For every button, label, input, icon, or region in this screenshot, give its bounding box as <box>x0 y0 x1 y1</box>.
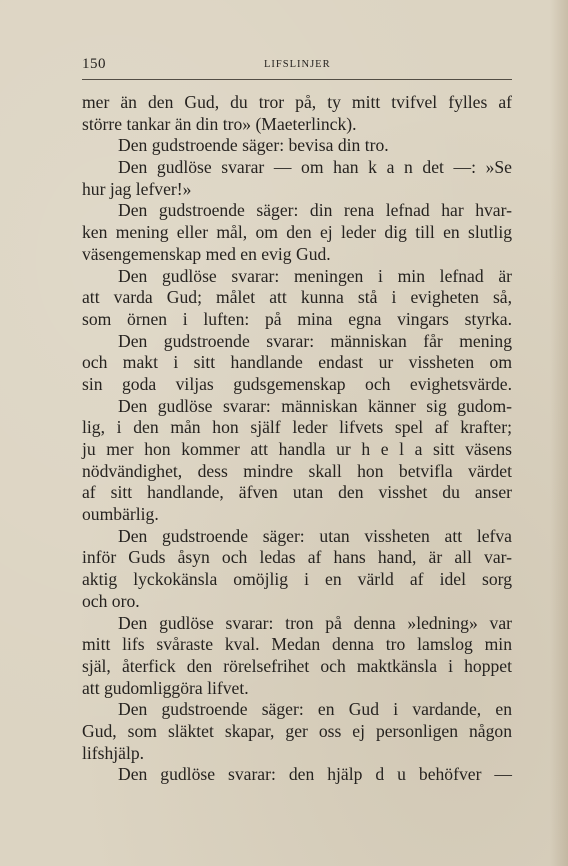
text-line: som örnen i luften: på mina egna vingars styrka. <box>82 308 512 329</box>
text-line: af sitt handlande, äfven utan den visshet du anser <box>82 482 512 503</box>
text-line: större tankar än din tro» (Maeterlinck). <box>82 113 357 134</box>
text-line: ken mening eller mål, om den ej leder dig till en slutlig <box>82 222 512 243</box>
text-line: Den gudstroende säger: bevisa din tro. <box>118 135 389 156</box>
header-rule <box>82 79 512 80</box>
running-head-title: LIFSLINJER <box>264 59 331 70</box>
text-line: att varda Gud; målet att kunna stå i evigheten så, <box>82 287 512 308</box>
text-line: Den gudstroende säger: en Gud i vardande, en <box>118 699 512 720</box>
text-line: och makt i sitt handlande endast ur vissheten om <box>82 352 512 373</box>
text-line: Den gudstroende säger: utan vissheten att lefva <box>118 525 512 546</box>
text-line: Den gudlöse svarar: meningen i min lefnad är <box>118 265 512 286</box>
text-line: lifshjälp. <box>82 742 145 763</box>
text-line: att gudomliggöra lifvet. <box>82 677 249 698</box>
running-head <box>82 56 512 78</box>
text-line: Gud, som släktet skapar, ger oss ej personligen någon <box>82 720 512 741</box>
text-line: Den gudlöse svarar: den hjälp d u behöfver — <box>118 764 512 785</box>
text-line: nödvändighet, dess mindre skall hon betvifla värdet <box>82 460 512 481</box>
text-line: mer än den Gud, du tror på, ty mitt tvifvel fylles af <box>82 92 512 112</box>
text-line: väsengemenskap med en evig Gud. <box>82 243 331 264</box>
text-line: inför Guds åsyn och ledas af hans hand, är all var- <box>82 547 512 568</box>
text-line: Den gudlöse svarar — om han k a n det —: »Se <box>118 157 512 178</box>
body-text <box>82 92 512 786</box>
text-line: mitt lifs svåraste kval. Medan denna tro lamslog min <box>82 634 512 655</box>
text-line: Den gudlöse svarar: människan känner sig gudom- <box>118 395 512 416</box>
text-line: själ, återfick den rörelsefrihet och maktkänsla i hoppet <box>82 655 512 676</box>
text-line: aktig lyckokänsla omöjlig i en värld af idel sorg <box>82 569 512 590</box>
text-line: lig, i den mån hon själf leder lifvets spel af krafter; <box>82 417 512 438</box>
text-line: sin goda viljas gudsgemenskap och evighetsvärde. <box>82 373 512 394</box>
text-line: oumbärlig. <box>82 504 159 525</box>
text-line: och oro. <box>82 590 140 611</box>
text-line: Den gudstroende svarar: människan får mening <box>118 330 512 351</box>
text-line: hur jag lefver!» <box>82 178 192 199</box>
text-line: Den gudlöse svarar: tron på denna »ledning» var <box>118 612 512 633</box>
page-number: 150 <box>82 56 106 72</box>
text-line: ju mer hon kommer att handla ur h e l a sitt väsens <box>82 439 512 459</box>
text-line: Den gudstroende säger: din rena lefnad har hvar- <box>118 200 512 221</box>
